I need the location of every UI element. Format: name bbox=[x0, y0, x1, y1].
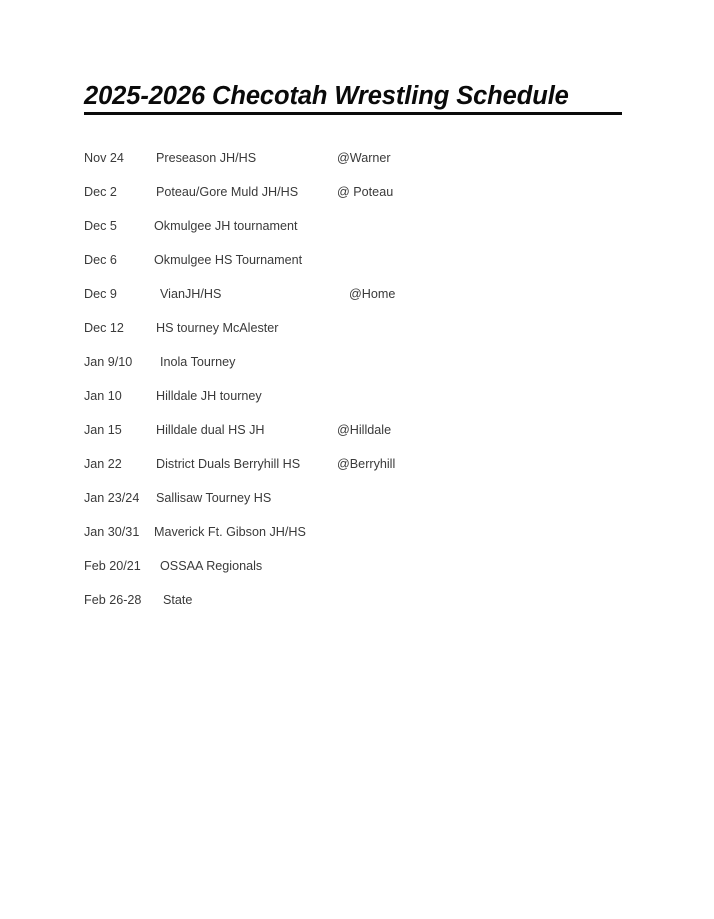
schedule-event: Inola Tourney bbox=[160, 355, 236, 369]
schedule-date: Dec 6 bbox=[84, 253, 117, 267]
schedule-date: Jan 30/31 bbox=[84, 525, 140, 539]
schedule-event: Sallisaw Tourney HS bbox=[156, 491, 272, 505]
schedule-row bbox=[0, 422, 714, 456]
schedule-event: Hilldale dual HS JH bbox=[156, 423, 265, 437]
schedule-date: Feb 20/21 bbox=[84, 559, 141, 573]
schedule-event: Maverick Ft. Gibson JH/HS bbox=[154, 525, 306, 539]
schedule-event: State bbox=[163, 593, 193, 607]
schedule-venue: @Home bbox=[349, 287, 396, 301]
schedule-date: Nov 24 bbox=[84, 151, 124, 165]
title-underline-rule bbox=[84, 112, 622, 115]
schedule-date: Jan 9/10 bbox=[84, 355, 133, 369]
schedule-date: Jan 22 bbox=[84, 457, 122, 471]
schedule-date: Jan 15 bbox=[84, 423, 122, 437]
schedule-date: Dec 12 bbox=[84, 321, 124, 335]
schedule-venue: @Warner bbox=[337, 151, 391, 165]
schedule-event: Okmulgee HS Tournament bbox=[154, 253, 303, 267]
schedule-row bbox=[0, 184, 714, 218]
schedule-event: Hilldale JH tourney bbox=[156, 389, 262, 403]
schedule-row bbox=[0, 320, 714, 354]
schedule-date: Dec 2 bbox=[84, 185, 117, 199]
schedule-event: Okmulgee JH tournament bbox=[154, 219, 298, 233]
schedule-row bbox=[0, 150, 714, 184]
schedule-event: OSSAA Regionals bbox=[160, 559, 263, 573]
schedule-venue: @Berryhill bbox=[337, 457, 396, 471]
schedule-date: Dec 9 bbox=[84, 287, 117, 301]
schedule-row bbox=[0, 456, 714, 490]
schedule-row bbox=[0, 592, 714, 626]
schedule-date: Jan 10 bbox=[84, 389, 122, 403]
schedule-row bbox=[0, 388, 714, 422]
page-title: 2025-2026 Checotah Wrestling Schedule bbox=[84, 82, 569, 110]
schedule-row bbox=[0, 354, 714, 388]
schedule-row bbox=[0, 218, 714, 252]
schedule-event: VianJH/HS bbox=[160, 287, 222, 301]
schedule-row bbox=[0, 286, 714, 320]
schedule-row bbox=[0, 252, 714, 286]
schedule-date: Feb 26-28 bbox=[84, 593, 142, 607]
schedule-venue: @ Poteau bbox=[337, 185, 394, 199]
schedule-list bbox=[0, 150, 714, 626]
schedule-event: District Duals Berryhill HS bbox=[156, 457, 301, 471]
schedule-event: HS tourney McAlester bbox=[156, 321, 279, 335]
schedule-row bbox=[0, 558, 714, 592]
schedule-row bbox=[0, 524, 714, 558]
schedule-venue: @Hilldale bbox=[337, 423, 392, 437]
schedule-date: Jan 23/24 bbox=[84, 491, 140, 505]
schedule-row bbox=[0, 490, 714, 524]
schedule-date: Dec 5 bbox=[84, 219, 117, 233]
schedule-event: Poteau/Gore Muld JH/HS bbox=[156, 185, 299, 199]
schedule-event: Preseason JH/HS bbox=[156, 151, 257, 165]
